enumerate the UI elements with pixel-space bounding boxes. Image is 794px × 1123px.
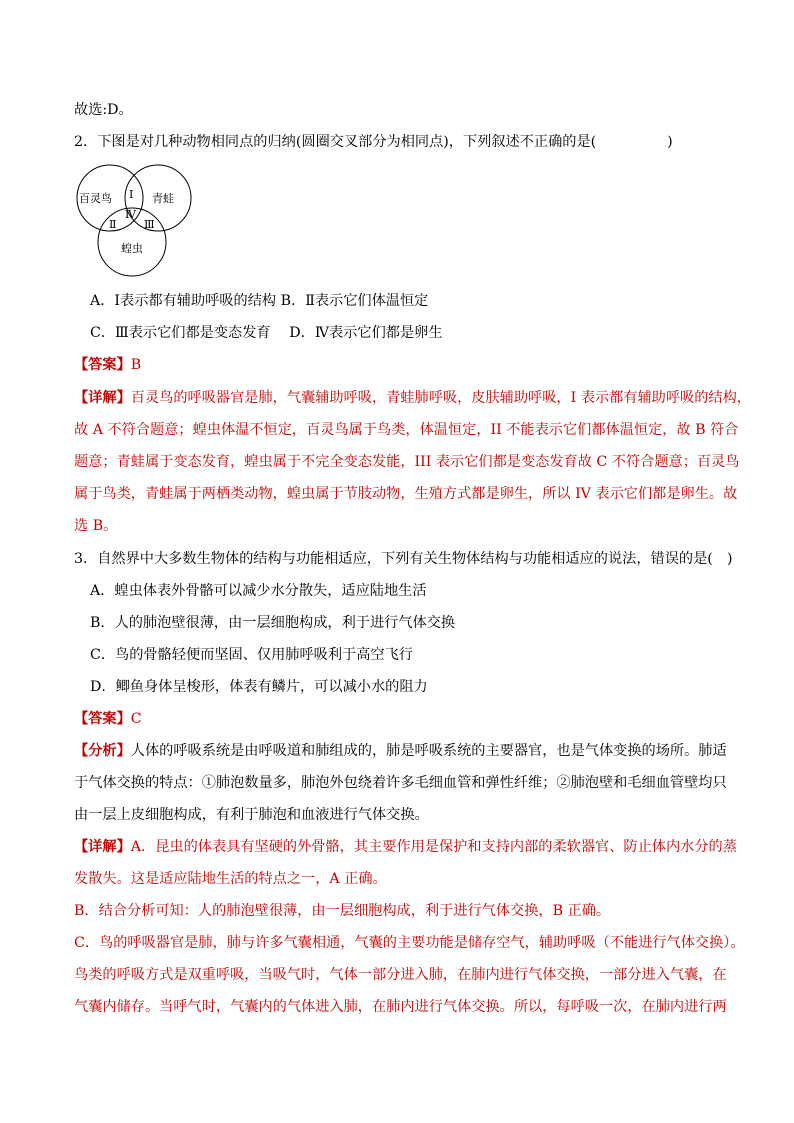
q2-stem: 2．下图是对几种动物相同点的归纳(圆圈交叉部分为相同点)，下列叙述不正确的是( ): [74, 134, 673, 150]
q3-analysis-tag: 【分析】: [74, 743, 131, 759]
venn-label-frog: 青蛙: [152, 192, 174, 205]
q3-detail-tag: 【详解】: [74, 839, 131, 855]
q2-detail-line-3: 题意；青蛙属于变态发育，蝗虫属于不完全变态发能，III 表示它们都是变态发育故 C 不符合题意；百灵鸟: [74, 454, 740, 470]
q3-detail-text: A．昆虫的体表具有坚硬的外骨骼，其主要作用是保护和支持内部的柔软器官、防止体内水分的蒸: [130, 839, 737, 855]
venn-diagram: [72, 164, 202, 280]
q2-detail-line-4: 属于鸟类，青蛙属于两栖类动物，蝗虫属于节肢动物，生殖方式都是卵生，所以 IV 表示它们都是卵生。故: [74, 486, 738, 502]
q3-analysis-text: 人体的呼吸系统是由呼吸道和肺组成的，肺是呼吸系统的主要器官，也是气体变换的场所。肺适: [130, 743, 727, 759]
q3-analysis-line-3: 由一层上皮细胞构成，有利于肺泡和血液进行气体交换。: [74, 807, 429, 823]
q2-answer-row: [74, 355, 141, 375]
q2-detail-line-2: 故 A 不符合题意；蝗虫体温不恒定，百灵鸟属于鸟类，体温恒定，II 不能表示它们都体温恒定，故 B 符合: [74, 422, 739, 438]
q3-detail-line-3: B．结合分析可知：人的肺泡壁很薄，由一层细胞构成，利于进行气体交换，B 正确。: [74, 903, 611, 919]
q3-option-d: D．鲫鱼身体呈梭形，体表有鳞片，可以减小水的阻力: [90, 679, 428, 695]
q2-answer: B: [130, 357, 142, 373]
venn-region-3: Ⅲ: [144, 218, 155, 231]
q3-answer: C: [130, 711, 142, 727]
q2-detail-tag: 【详解】: [74, 390, 131, 406]
q3-detail-line-6: 气囊内储存。当呼气时，气囊内的气体进入肺，在肺内进行气体交换。所以，每呼吸一次，在肺内进行两: [74, 999, 727, 1015]
q2-detail-line-5: 选 B。: [74, 518, 118, 534]
q2-detail-line-1: [74, 388, 751, 408]
q3-answer-tag: 【答案】: [74, 711, 131, 727]
venn-region-1: Ⅰ: [129, 188, 134, 201]
venn-label-bird: 百灵鸟: [79, 192, 112, 205]
q3-detail-line-5: 鸟类的呼吸方式是双重呼吸，当吸气时，气体一部分进入肺，在肺内进行气体交换，一部分进入气囊，在: [74, 967, 727, 983]
q2-answer-tag: 【答案】: [74, 357, 131, 373]
q3-analysis-line-2: 于气体交换的特点：①肺泡数量多，肺泡外包绕着许多毛细血管和弹性纤维；②肺泡壁和毛细血管壁均只: [74, 775, 727, 791]
q3-analysis-line-1: [74, 741, 727, 761]
q3-option-c: C．鸟的骨骼轻便而坚固、仅用肺呼吸利于高空飞行: [90, 647, 413, 663]
q3-detail-line-4: C．鸟的呼吸器官是肺，肺与许多气囊相通，气囊的主要功能是储存空气，辅助呼吸（不能进行气体交换）。: [74, 935, 745, 951]
q2-options-ab: A．Ⅰ表示都有辅助呼吸的结构 B．Ⅱ表示它们体温恒定: [90, 293, 429, 309]
q3-detail-line-1: [74, 837, 737, 857]
q3-option-a: A．蝗虫体表外骨骼可以减少水分散失，适应陆地生活: [90, 583, 427, 599]
venn-region-4: Ⅳ: [125, 208, 136, 221]
q2-detail-text: 百灵鸟的呼吸器官是肺，气囊辅助呼吸，青蛙肺呼吸，皮肤辅助呼吸，I 表示都有辅助呼吸的结构，: [130, 390, 751, 406]
q3-detail-line-2: 发散失。这是适应陆地生活的特点之一，A 正确。: [74, 871, 387, 887]
q3-answer-row: [74, 709, 142, 729]
venn-region-2: Ⅱ: [109, 218, 117, 231]
intro-conclusion: 故选:D。: [74, 102, 133, 118]
q2-options-cd: C．Ⅲ表示它们都是变态发育 D．Ⅳ表示它们都是卵生: [90, 325, 443, 341]
q3-option-b: B．人的肺泡壁很薄，由一层细胞构成，利于进行气体交换: [90, 615, 456, 631]
venn-label-locust: 蝗虫: [121, 242, 143, 255]
q3-stem: 3．自然界中大多数生物体的结构与功能相适应，下列有关生物体结构与功能相适应的说法，错误的是( ): [74, 551, 733, 567]
